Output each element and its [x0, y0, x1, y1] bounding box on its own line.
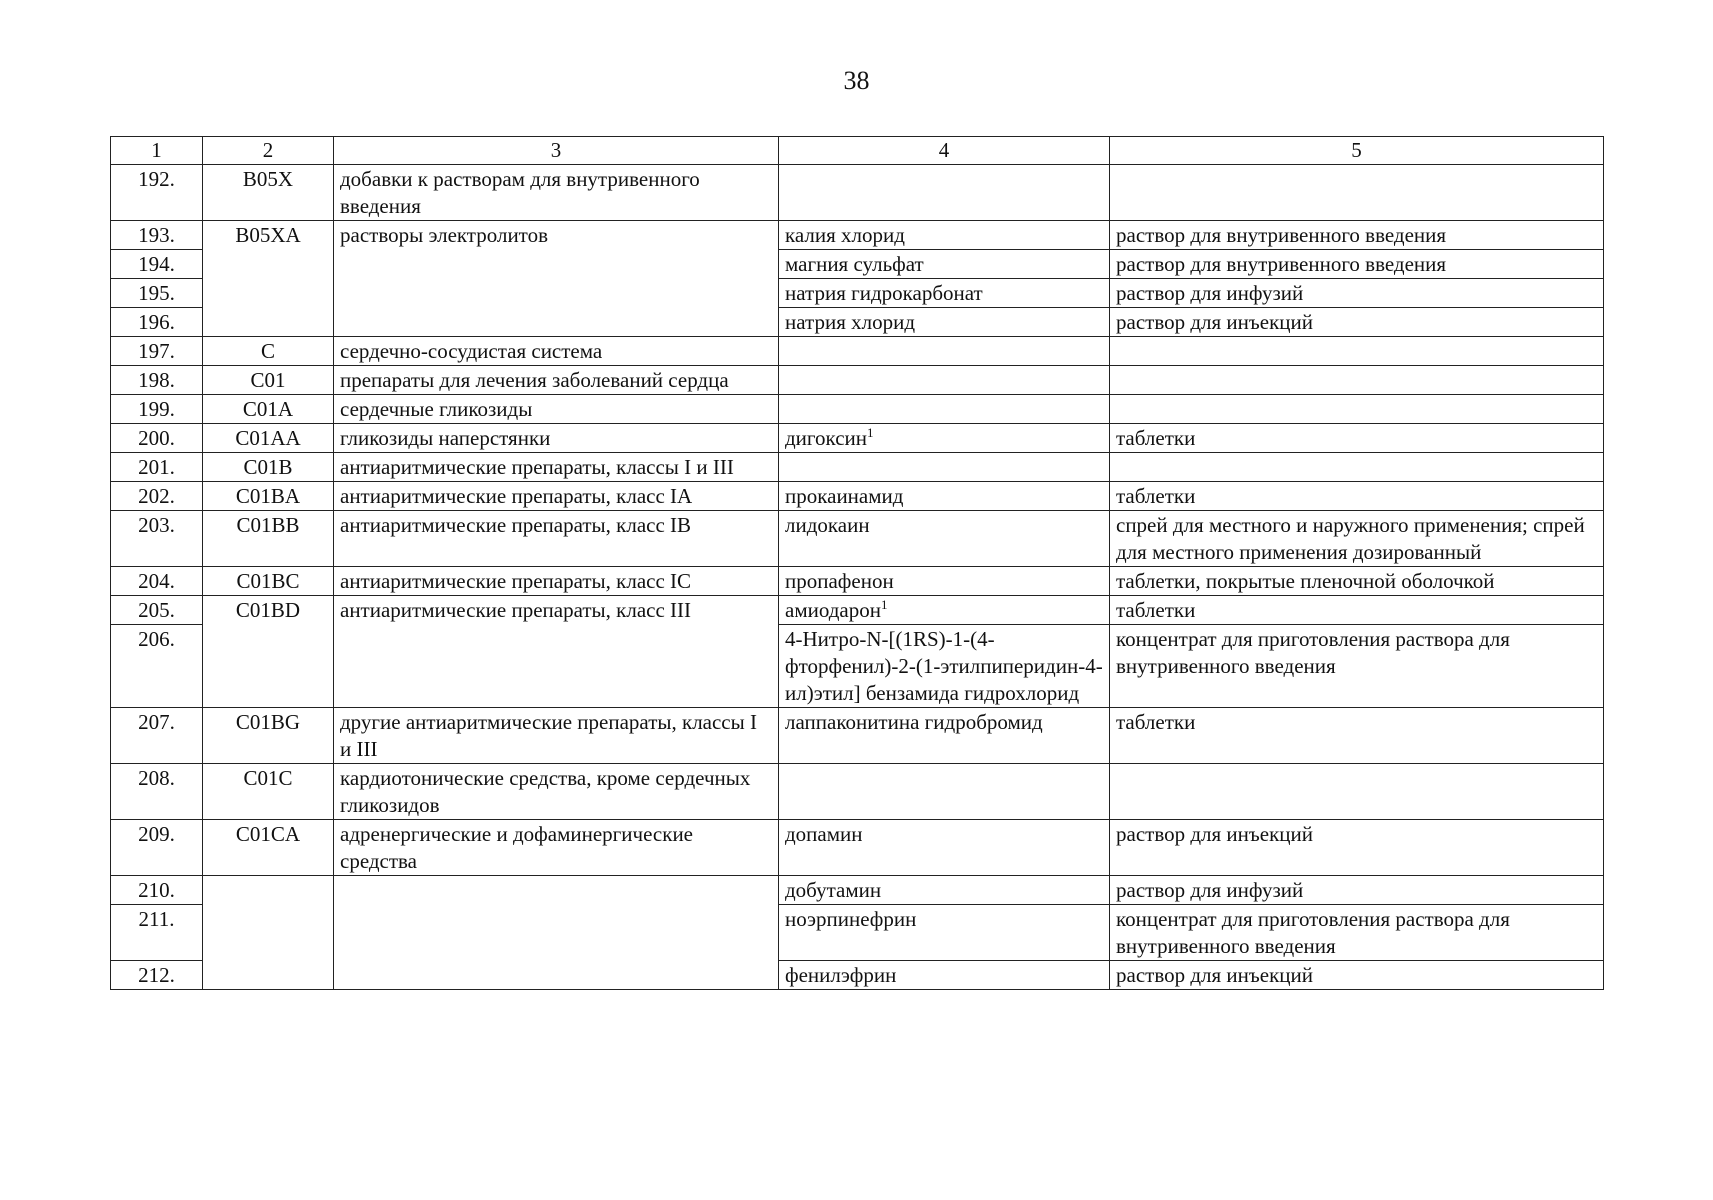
table-row [111, 567, 1604, 596]
drug-name: допамин [779, 820, 1110, 876]
row-number: 195. [111, 279, 203, 308]
table-row [111, 221, 1604, 250]
column-header: 2 [203, 137, 334, 165]
row-number: 197. [111, 337, 203, 366]
row-number: 192. [111, 165, 203, 221]
drug-name [779, 596, 1110, 625]
dosage-form: раствор для внутривенного введения [1110, 221, 1604, 250]
dosage-form [1110, 165, 1604, 221]
table-row [111, 366, 1604, 395]
dosage-form: таблетки [1110, 482, 1604, 511]
drug-name: натрия гидрокарбонат [779, 279, 1110, 308]
drug-name: магния сульфат [779, 250, 1110, 279]
atc-group: растворы электролитов [334, 221, 779, 337]
drug-name [779, 366, 1110, 395]
atc-group: препараты для лечения заболеваний сердца [334, 366, 779, 395]
atc-code: B05XA [203, 221, 334, 337]
row-number: 198. [111, 366, 203, 395]
row-number: 200. [111, 424, 203, 453]
dosage-form [1110, 764, 1604, 820]
row-number: 205. [111, 596, 203, 625]
drug-name: лаппаконитина гидробромид [779, 708, 1110, 764]
atc-group: другие антиаритмические препараты, классы I и III [334, 708, 779, 764]
drug-name [779, 453, 1110, 482]
row-number: 211. [111, 905, 203, 961]
drug-name: прокаинамид [779, 482, 1110, 511]
column-header: 1 [111, 137, 203, 165]
row-number: 196. [111, 308, 203, 337]
atc-code: C01BG [203, 708, 334, 764]
drug-name: ноэрпинефрин [779, 905, 1110, 961]
dosage-form [1110, 366, 1604, 395]
atc-group [334, 876, 779, 990]
dosage-form: концентрат для приготовления раствора для внутривенного введения [1110, 625, 1604, 708]
dosage-form: раствор для инфузий [1110, 279, 1604, 308]
dosage-form: таблетки [1110, 424, 1604, 453]
atc-group: антиаритмические препараты, класс IB [334, 511, 779, 567]
atc-code: C01C [203, 764, 334, 820]
table-row [111, 764, 1604, 820]
atc-group: кардиотонические средства, кроме сердечных гликозидов [334, 764, 779, 820]
dosage-form [1110, 337, 1604, 366]
table-row [111, 820, 1604, 876]
row-number: 201. [111, 453, 203, 482]
atc-code: C01A [203, 395, 334, 424]
column-header: 4 [779, 137, 1110, 165]
atc-code: C01BB [203, 511, 334, 567]
row-number: 207. [111, 708, 203, 764]
drug-table [110, 136, 1604, 990]
atc-code: C01CA [203, 820, 334, 876]
row-number: 203. [111, 511, 203, 567]
drug-name [779, 395, 1110, 424]
table-row [111, 482, 1604, 511]
atc-code: C01BC [203, 567, 334, 596]
row-number: 204. [111, 567, 203, 596]
dosage-form: раствор для внутривенного введения [1110, 250, 1604, 279]
dosage-form: спрей для местного и наружного применения; спрей для местного применения дозированный [1110, 511, 1604, 567]
drug-name: 4-Нитро-N-[(1RS)-1-(4-фторфенил)-2-(1-этилпиперидин-4-ил)этил] бензамида гидрохлорид [779, 625, 1110, 708]
dosage-form: таблетки, покрытые пленочной оболочкой [1110, 567, 1604, 596]
table-header-row [111, 137, 1604, 165]
column-header: 3 [334, 137, 779, 165]
drug-name: калия хлорид [779, 221, 1110, 250]
dosage-form: раствор для инъекций [1110, 961, 1604, 990]
atc-code: C01BD [203, 596, 334, 708]
drug-name: лидокаин [779, 511, 1110, 567]
atc-code: B05X [203, 165, 334, 221]
atc-code: C01B [203, 453, 334, 482]
table-row [111, 453, 1604, 482]
table-row [111, 424, 1604, 453]
dosage-form: таблетки [1110, 708, 1604, 764]
atc-group: антиаритмические препараты, классы I и III [334, 453, 779, 482]
atc-group: антиаритмические препараты, класс III [334, 596, 779, 708]
table-row [111, 511, 1604, 567]
atc-code: C01BA [203, 482, 334, 511]
dosage-form: концентрат для приготовления раствора для внутривенного введения [1110, 905, 1604, 961]
row-number: 194. [111, 250, 203, 279]
atc-group: гликозиды наперстянки [334, 424, 779, 453]
table-row [111, 337, 1604, 366]
dosage-form [1110, 453, 1604, 482]
atc-group: адренергические и дофаминергические средства [334, 820, 779, 876]
drug-name [779, 764, 1110, 820]
atc-group: антиаритмические препараты, класс IC [334, 567, 779, 596]
footnote-mark: 1 [867, 425, 874, 440]
atc-group: сердечные гликозиды [334, 395, 779, 424]
dosage-form: раствор для инфузий [1110, 876, 1604, 905]
drug-name-text: амиодарон [785, 598, 881, 622]
drug-name: добутамин [779, 876, 1110, 905]
page-number: 38 [843, 66, 870, 95]
drug-name [779, 424, 1110, 453]
atc-group: сердечно-сосудистая система [334, 337, 779, 366]
drug-name: натрия хлорид [779, 308, 1110, 337]
table-row [111, 596, 1604, 625]
row-number: 199. [111, 395, 203, 424]
table-row [111, 876, 1604, 905]
dosage-form: таблетки [1110, 596, 1604, 625]
row-number: 212. [111, 961, 203, 990]
dosage-form: раствор для инъекций [1110, 308, 1604, 337]
atc-group: добавки к растворам для внутривенного введения [334, 165, 779, 221]
drug-name: пропафенон [779, 567, 1110, 596]
drug-name [779, 165, 1110, 221]
drug-name: фенилэфрин [779, 961, 1110, 990]
row-number: 208. [111, 764, 203, 820]
table-row [111, 395, 1604, 424]
atc-code: C [203, 337, 334, 366]
atc-code: C01AA [203, 424, 334, 453]
atc-group: антиаритмические препараты, класс IA [334, 482, 779, 511]
row-number: 210. [111, 876, 203, 905]
row-number: 193. [111, 221, 203, 250]
row-number: 202. [111, 482, 203, 511]
atc-code: C01 [203, 366, 334, 395]
column-header: 5 [1110, 137, 1604, 165]
footnote-mark: 1 [881, 597, 888, 612]
dosage-form: раствор для инъекций [1110, 820, 1604, 876]
drug-name-text: дигоксин [785, 426, 867, 450]
atc-code [203, 876, 334, 990]
table-row [111, 708, 1604, 764]
row-number: 206. [111, 625, 203, 708]
row-number: 209. [111, 820, 203, 876]
drug-name [779, 337, 1110, 366]
table-row [111, 165, 1604, 221]
dosage-form [1110, 395, 1604, 424]
